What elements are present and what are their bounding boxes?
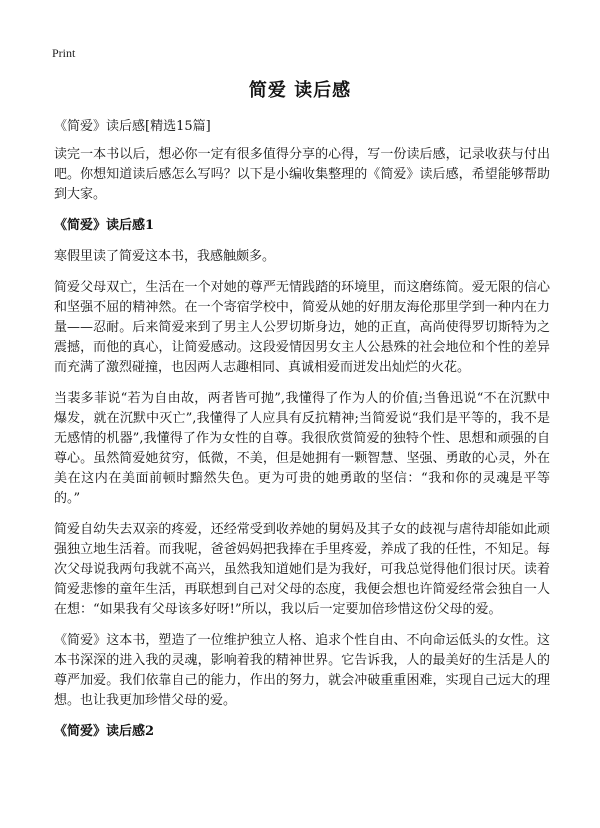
document-subtitle: 《简爱》读后感[精选15篇] — [54, 119, 211, 134]
section-heading-1: 《简爱》读后感1 — [54, 218, 155, 233]
print-link[interactable]: Print — [52, 46, 76, 60]
section-heading-2: 《简爱》读后感2 — [54, 724, 155, 739]
paragraph: 简爱父母双亡，生活在一个对她的尊严无情践踏的环境里，而这磨练简。爱无限的信心和坚强不屈的精神然。在一个寄宿学校中，简爱从她的好朋友海伦那里学到一种内在力量——忍耐。后来简爱来到了男主人公罗切斯身边，她的正直，高尚使得罗切斯特为之震撼，而他的真心，让简爱感动。这段爱情因男女主人公悬殊的社会地位和个性的差异而充满了激烈碰撞，也因两人志趣相同、真诚相爱而迸发出灿烂的火花。 — [54, 280, 550, 375]
intro-paragraph: 读完一本书以后，想必你一定有很多值得分享的心得，写一份读后感，记录收获与付出吧。你想知道读后感怎么写吗？以下是小编收集整理的《简爱》读后感，希望能够帮助到大家。 — [54, 147, 550, 202]
paragraph: 《简爱》这本书，塑造了一位维护独立人格、追求个性自由、不向命运低头的女性。这本书深深的进入我的灵魂，影响着我的精神世界。它告诉我，人的最美好的生活是人的尊严加爱。我们依靠自己的能力，作出的努力，就会冲破重重困难，实现自己远大的理想。也让我更加珍惜父母的爱。 — [54, 633, 550, 708]
document-title: 简爱 读后感 — [248, 80, 352, 101]
paragraph: 当裴多菲说“若为自由故，两者皆可抛”,我懂得了作为人的价值;当鲁迅说“不在沉默中爆发，就在沉默中灭亡”,我懂得了人应具有反抗精神;当简爱说“我们是平等的，我不是无感情的机器”,我懂得了作为女性的自尊。我很欣赏简爱的独特个性、思想和顽强的自尊心。虽然简爱她贫穷，低微，不美，但是她拥有一颗智慧、坚强、勇敢的心灵，外在美在这内在美面前顿时黯然失色。更为可贵的她勇敢的坚信：“我和你的灵魂是平等的。” — [54, 391, 550, 506]
document-body — [54, 117, 550, 753]
paragraph: 简爱自幼失去双亲的疼爱，还经常受到收养她的舅妈及其子女的歧视与虐待却能如此顽强独立地生活着。而我呢，爸爸妈妈把我捧在手里疼爱，养成了我的任性，不知足。每次父母说我两句我就不高兴，虽然我知道她们是为我好，可我总觉得他们很讨厌。读着简爱悲惨的童年生活，再联想到自己对父母的态度，我便会想也许简爱经常会独自一人在想：“如果我有父母该多好呀!”所以，我以后一定要加倍珍惜这份父母的爱。 — [54, 522, 550, 617]
paragraph: 寒假里读了简爱这本书，我感触颇多。 — [54, 249, 276, 264]
